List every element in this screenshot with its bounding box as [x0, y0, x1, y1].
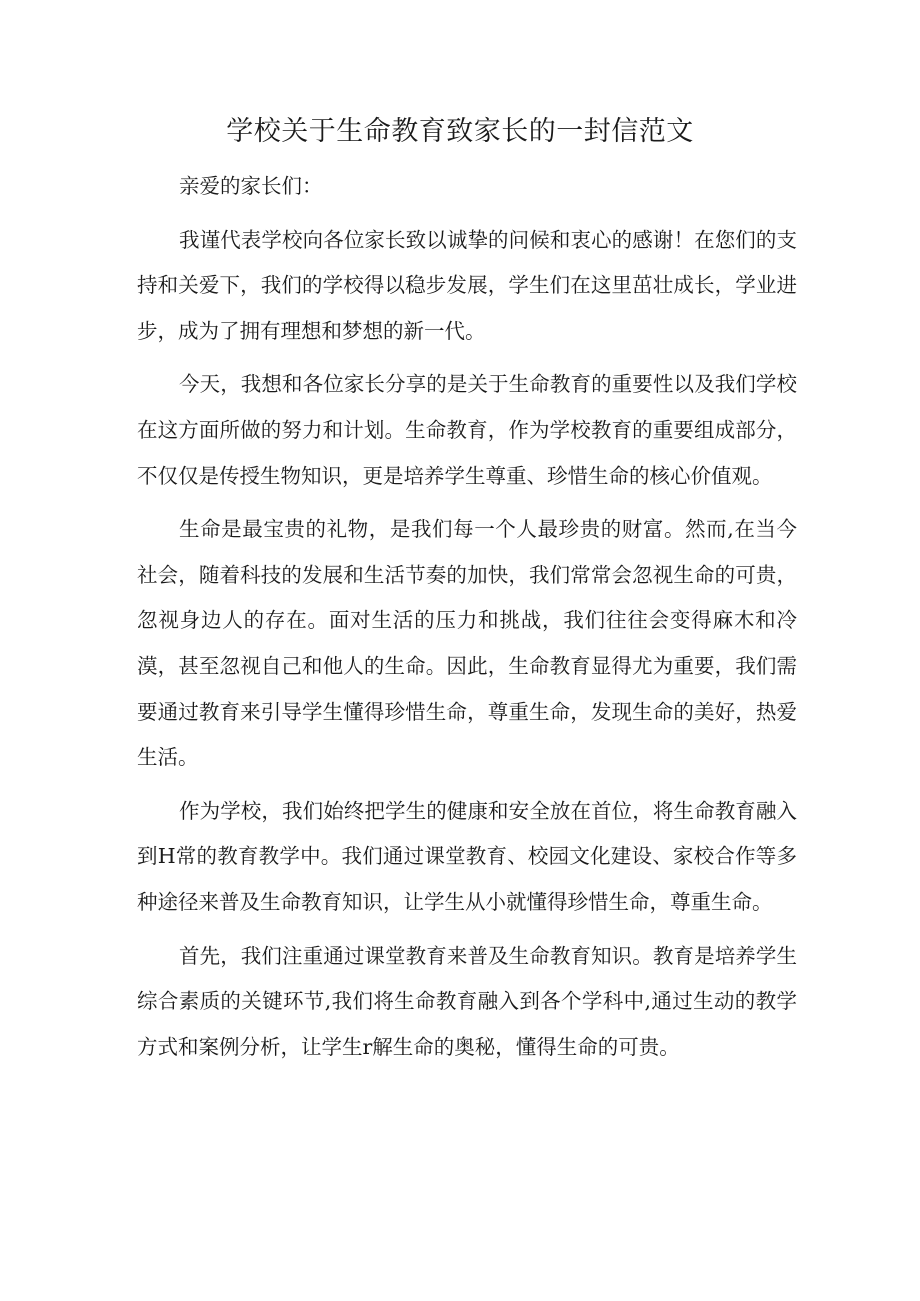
document-title: 学校关于生命教育致家长的一封信范文 — [226, 116, 694, 147]
letter-body — [137, 164, 797, 1070]
paragraph-topic: 今天，我想和各位家长分享的是关于生命教育的重要性以及我们学校在这方面所做的努力和计划。生命教育，作为学校教育的重要组成部分，不仅仅是传授生物知识，更是培养学生尊重、珍惜生命的核心价值观。 — [137, 372, 797, 488]
paragraph-school-role: 作为学校，我们始终把学生的健康和安全放在首位，将生命教育融入到H常的教育教学中。我们通过课堂教育、校园文化建设、家校合作等多种途径来普及生命教育知识，让学生从小就懂得珍惜生命，尊重生命。 — [137, 798, 797, 914]
paragraph-greeting: 我谨代表学校向各位家长致以诚挚的问候和衷心的感谢！在您们的支持和关爱下，我们的学校得以稳步发展，学生们在这里茁壮成长，学业进步，成为了拥有理想和梦想的新一代。 — [137, 227, 797, 343]
salutation: 亲爱的家长们： — [179, 174, 323, 198]
paragraph-classroom-education: 首先，我们注重通过课堂教育来普及生命教育知识。教育是培养学生综合素质的关键环节,我们将生命教育融入到各个学科中,通过生动的教学方式和案例分析，让学生r解生命的奥秘，懂得生命的可贵。 — [137, 943, 797, 1059]
paragraph-value-of-life: 生命是最宝贵的礼物，是我们每一个人最珍贵的财富。然而,在当今社会，随着科技的发展和生活节奏的加快，我们常常会忽视生命的可贵，忽视身边人的存在。面对生活的压力和挑战，我们往往会变得麻木和冷漠，甚至忽视自己和他人的生命。因此，生命教育显得尤为重要，我们需要通过教育来引导学生懂得珍惜生命，尊重生命，发现生命的美好，热爱生活。 — [137, 517, 797, 770]
